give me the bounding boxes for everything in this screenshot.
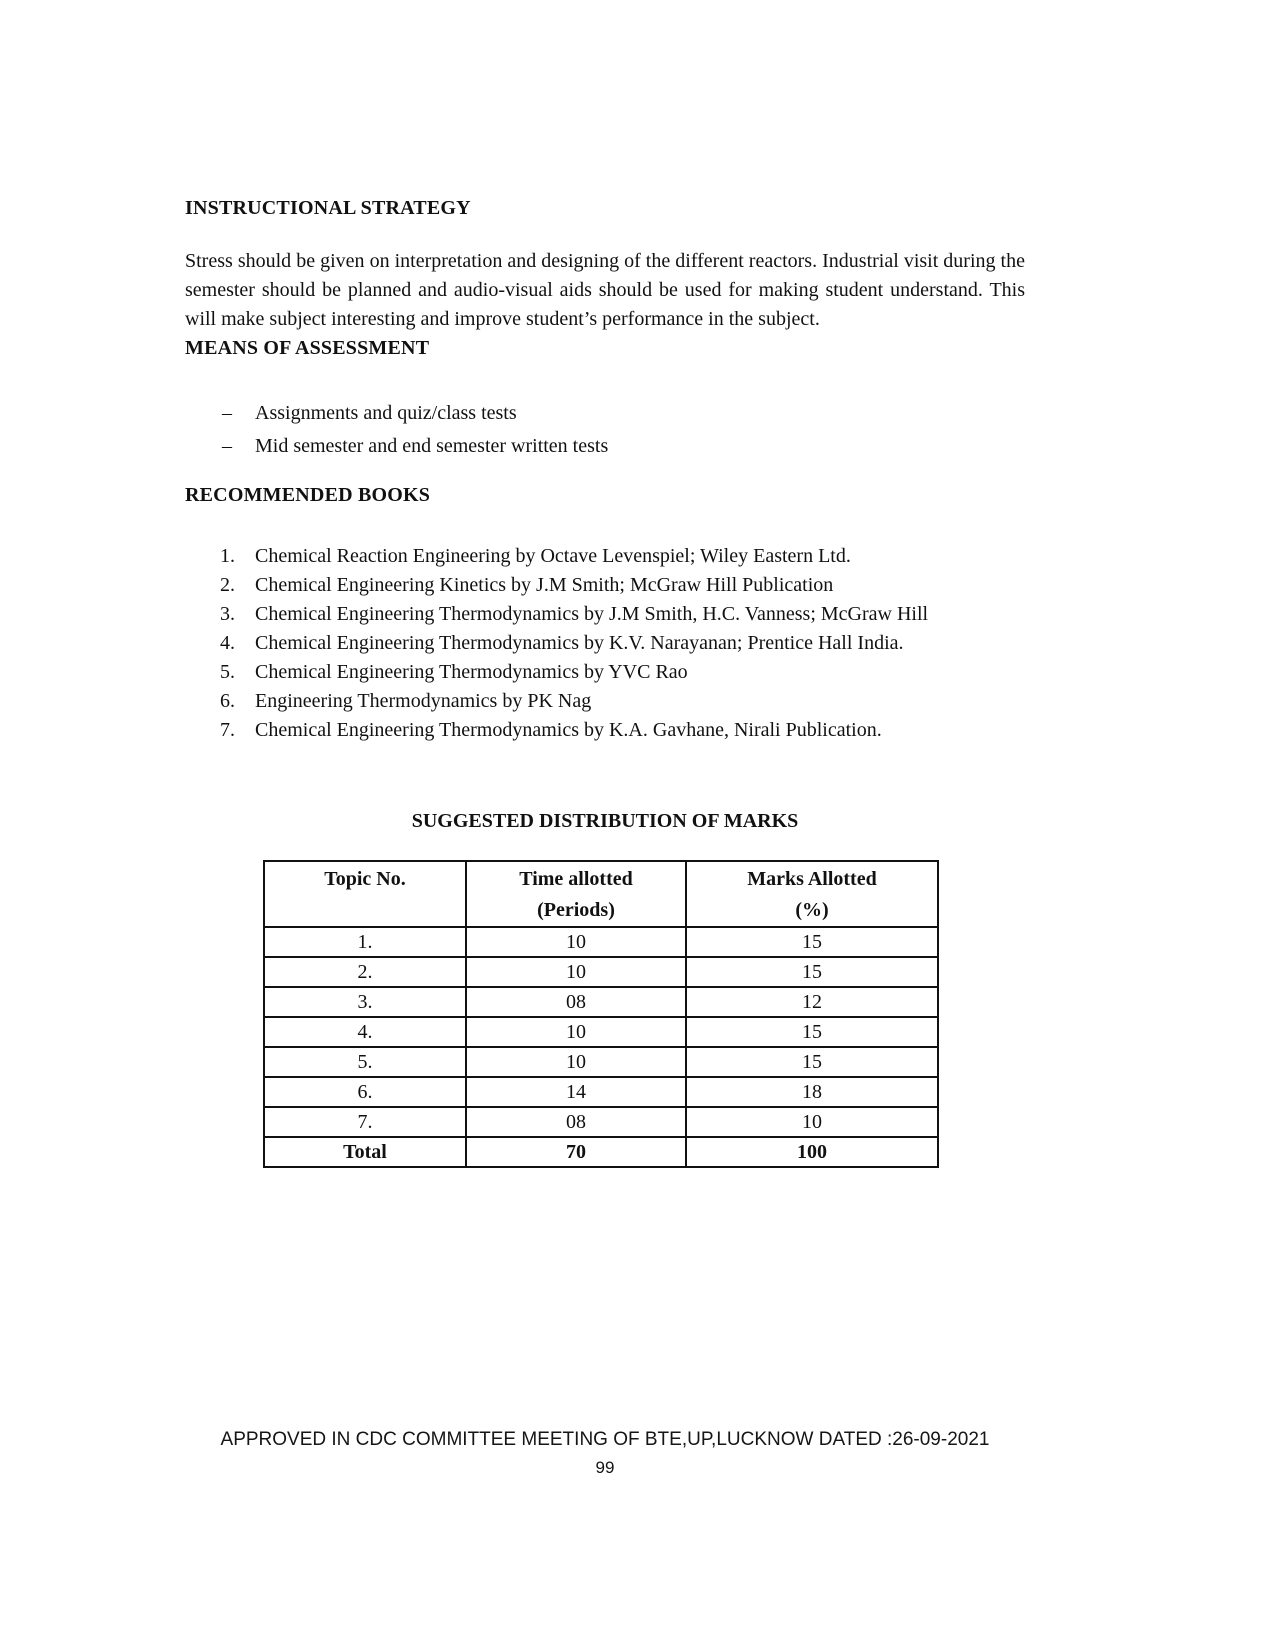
books-list	[185, 542, 1025, 745]
col-header-time-allotted	[466, 861, 686, 927]
assessment-list	[185, 397, 1025, 463]
list-number: 4.	[220, 632, 235, 654]
col-header-marks-allotted	[686, 861, 938, 927]
table-row	[264, 957, 938, 987]
header-line: Time allotted	[519, 868, 633, 890]
list-item	[185, 571, 1025, 600]
topic-no-cell: 1.	[264, 927, 466, 957]
list-number: 3.	[220, 603, 235, 625]
list-number: 2.	[220, 574, 235, 596]
total-marks-cell: 100	[686, 1137, 938, 1167]
dash-bullet: –	[222, 402, 232, 424]
time-allotted-cell: 10	[466, 1047, 686, 1077]
assessment-item-text: Mid semester and end semester written tests	[255, 435, 609, 457]
table-row	[264, 1017, 938, 1047]
marks-allotted-cell: 18	[686, 1077, 938, 1107]
marks-allotted-cell: 15	[686, 1047, 938, 1077]
table-row	[264, 1047, 938, 1077]
marks-allotted-cell: 15	[686, 927, 938, 957]
table-row	[264, 1077, 938, 1107]
time-allotted-cell: 14	[466, 1077, 686, 1107]
list-item	[185, 600, 1025, 629]
list-item	[185, 629, 1025, 658]
means-of-assessment-heading: MEANS OF ASSESSMENT	[185, 337, 430, 359]
marks-allotted-cell: 10	[686, 1107, 938, 1137]
table-header-row	[264, 861, 938, 927]
dash-bullet: –	[222, 435, 232, 457]
book-title: Chemical Engineering Thermodynamics by K.V. Narayanan; Prentice Hall India.	[255, 632, 904, 654]
time-allotted-cell: 10	[466, 957, 686, 987]
page-footer	[185, 1428, 1025, 1480]
marks-allotted-cell: 15	[686, 1017, 938, 1047]
book-title: Chemical Engineering Kinetics by J.M Smith; McGraw Hill Publication	[255, 574, 834, 596]
header-line: Marks Allotted	[747, 868, 877, 890]
list-number: 5.	[220, 661, 235, 683]
topic-no-cell: 5.	[264, 1047, 466, 1077]
list-number: 1.	[220, 545, 235, 567]
table-row	[264, 927, 938, 957]
col-header-topic-no	[264, 861, 466, 927]
topic-no-cell: 4.	[264, 1017, 466, 1047]
list-number: 7.	[220, 719, 235, 741]
page-number: 99	[595, 1458, 615, 1477]
list-item	[185, 542, 1025, 571]
table-row	[264, 1107, 938, 1137]
list-item	[185, 687, 1025, 716]
approval-line: APPROVED IN CDC COMMITTEE MEETING OF BTE,UP,LUCKNOW DATED :26-09-2021	[220, 1429, 990, 1450]
table-row	[264, 987, 938, 1017]
marks-allotted-cell: 12	[686, 987, 938, 1017]
assessment-item-text: Assignments and quiz/class tests	[255, 402, 517, 424]
recommended-books-heading: RECOMMENDED BOOKS	[185, 484, 431, 506]
book-title: Chemical Reaction Engineering by Octave Levenspiel; Wiley Eastern Ltd.	[255, 545, 851, 567]
instructional-strategy-heading: INSTRUCTIONAL STRATEGY	[185, 197, 471, 219]
marks-distribution-table	[263, 860, 939, 1168]
header-line: Topic No.	[324, 868, 406, 890]
header-line: (%)	[795, 899, 829, 921]
instructional-strategy-paragraph: Stress should be given on interpretation and designing of the different reactors. Industrial visit during the semester should be planned and audio-visual aids should be used for making student understand. This will make subject interesting and improve student’s performance in the subject.	[185, 250, 1025, 330]
marks-distribution-title: SUGGESTED DISTRIBUTION OF MARKS	[411, 810, 799, 832]
time-allotted-cell: 08	[466, 987, 686, 1017]
time-allotted-cell: 10	[466, 1017, 686, 1047]
total-label-cell: Total	[264, 1137, 466, 1167]
list-item	[185, 658, 1025, 687]
total-time-cell: 70	[466, 1137, 686, 1167]
topic-no-cell: 7.	[264, 1107, 466, 1137]
book-title: Chemical Engineering Thermodynamics by K.A. Gavhane, Nirali Publication.	[255, 719, 882, 741]
header-line: (Periods)	[537, 899, 615, 921]
book-title: Chemical Engineering Thermodynamics by YVC Rao	[255, 661, 688, 683]
book-title: Engineering Thermodynamics by PK Nag	[255, 690, 592, 712]
list-item	[185, 430, 1025, 463]
list-item	[185, 716, 1025, 745]
topic-no-cell: 2.	[264, 957, 466, 987]
marks-allotted-cell: 15	[686, 957, 938, 987]
table-total-row	[264, 1137, 938, 1167]
list-number: 6.	[220, 690, 235, 712]
list-item	[185, 397, 1025, 430]
time-allotted-cell: 08	[466, 1107, 686, 1137]
time-allotted-cell: 10	[466, 927, 686, 957]
topic-no-cell: 3.	[264, 987, 466, 1017]
topic-no-cell: 6.	[264, 1077, 466, 1107]
book-title: Chemical Engineering Thermodynamics by J.M Smith, H.C. Vanness; McGraw Hill	[255, 603, 929, 625]
